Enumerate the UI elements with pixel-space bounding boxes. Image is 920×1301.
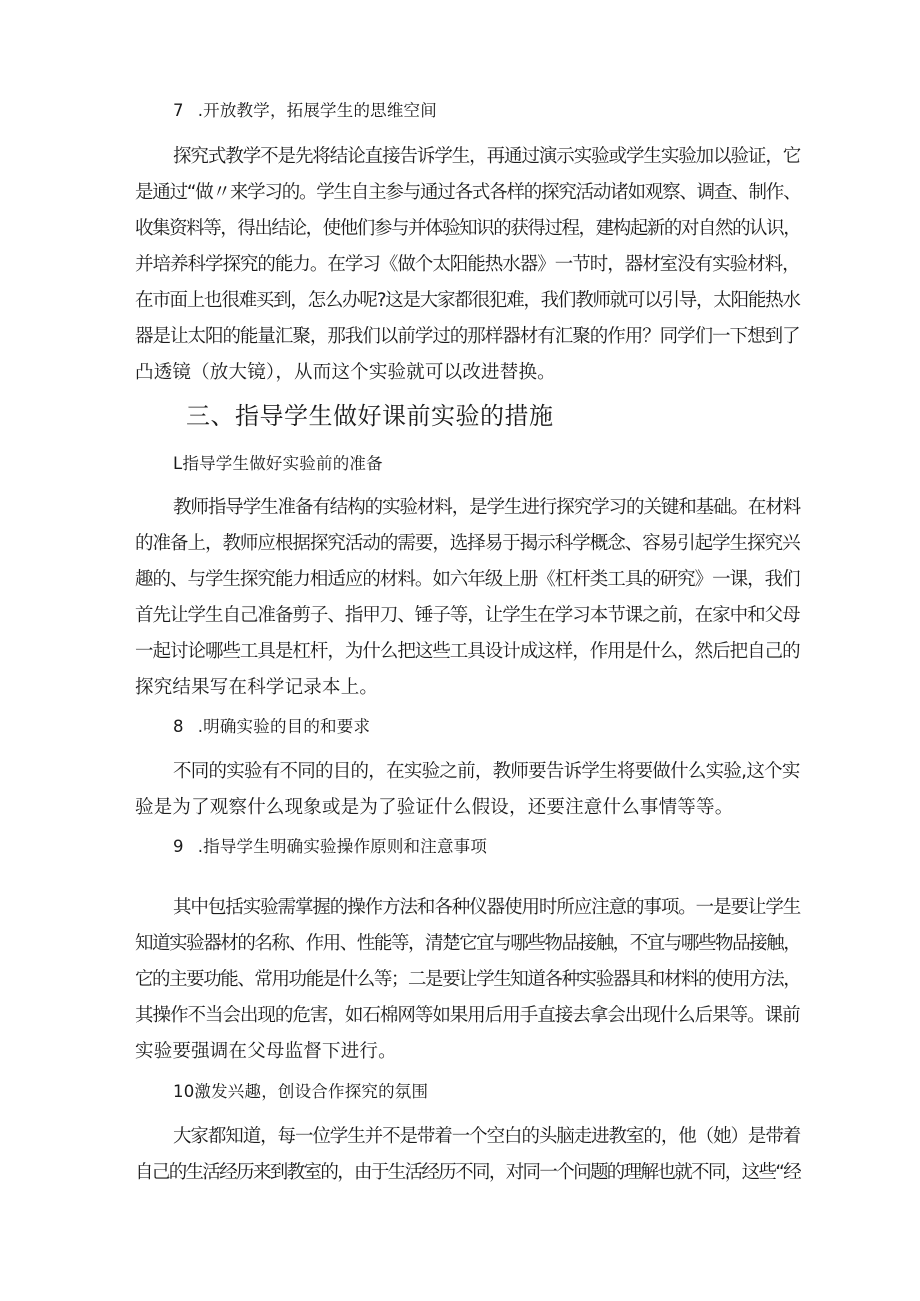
para1-line-3: 收集资料等，得出结论，使他们参与并体验知识的获得过程，建构起新的对自然的认识， — [135, 218, 801, 239]
para1-line-2: 是通过“做〃来学习的。学生自主参与通过各式各样的探究活动诸如观察、调查、制作、 — [135, 182, 801, 203]
para2-line-5: 一起讨论哪些工具是杠杆，为什么把这些工具设计成这样，作用是什么，然后把自己的 — [135, 641, 800, 662]
para4-line-2: 知道实验器材的名称、作用、性能等，清楚它宜与哪些物品接触，不宜与哪些物品接触， — [135, 933, 801, 954]
para1-line-1: 探究式教学不是先将结论直接告诉学生，再通过演示实验或学生实验加以验证，它 — [173, 146, 801, 167]
para1-line-4: 并培养科学探究的能力。在学习《做个太阳能热水器》一节时，器材室没有实验材料， — [135, 254, 800, 275]
item-9-heading — [173, 835, 487, 859]
item-7-number: 7 — [173, 101, 184, 120]
item-10-heading: 10激发兴趣，创设合作探究的氛围 — [173, 1082, 429, 1101]
para3-line-1: 不同的实验有不同的目的，在实验之前，教师要告诉学生将要做什么实验,这个实 — [173, 761, 800, 782]
section-3-title: 三、指导学生做好课前实验的措施 — [186, 402, 554, 430]
para1-line-6: 器是让太阳的能量汇聚，那我们以前学过的那样器材有汇聚的作用？同学们一下想到了 — [135, 326, 800, 347]
item-8-heading — [173, 715, 370, 739]
para2-line-2: 的准备上，教师应根据探究活动的需要，选择易于揭示科学概念、容易引起学生探究兴 — [135, 533, 800, 554]
para3-line-2: 验是为了观察什么现象或是为了验证什么假设，还要注意什么事情等等。 — [135, 797, 734, 818]
item-7-heading — [173, 99, 437, 123]
para2-line-6: 探究结果写在科学记录本上。 — [135, 677, 379, 698]
item-9-title: .指导学生明确实验操作原则和注意事项 — [197, 837, 488, 856]
para5-line-1: 大家都知道，每一位学生并不是带着一个空白的头脑走进教室的，他（她）是带着 — [173, 1126, 801, 1147]
para2-line-3: 趣的、与学生探究能力相适应的材料。如六年级上册《杠杆类工具的研究》一课，我们 — [135, 569, 800, 590]
item-8-number: 8 — [173, 717, 184, 736]
item-9-number: 9 — [173, 837, 184, 856]
item-8-title: .明确实验的目的和要求 — [197, 717, 371, 736]
para4-line-3: 它的主要功能、常用功能是什么等；二是要让学生知道各种实验器具和材料的使用方法， — [135, 969, 801, 990]
para2-line-1: 教师指导学生准备有结构的实验材料，是学生进行探究学习的关键和基础。在材料 — [173, 497, 801, 518]
para4-line-1: 其中包括实验需掌握的操作方法和各种仪器使用时所应注意的事项。一是要让学生 — [173, 897, 801, 918]
para1-line-5: 在市面上也很难买到，怎么办呢?这是大家都很犯难，我们教师就可以引导，太阳能热水 — [135, 290, 800, 311]
item-7-title: .开放教学，拓展学生的思维空间 — [197, 101, 437, 120]
para4-line-5: 实验要强调在父母监督下进行。 — [135, 1041, 397, 1062]
para1-line-7: 凸透镜（放大镜），从而这个实验就可以改进替换。 — [135, 362, 556, 383]
para5-line-2: 自己的生活经历来到教室的，由于生活经历不同，对同一个问题的理解也就不同，这些“经 — [135, 1162, 801, 1183]
para2-line-4: 首先让学生自己准备剪子、指甲刀、锤子等，让学生在学习本节课之前，在家中和父母 — [135, 605, 800, 626]
para4-line-4: 其操作不当会出现的危害，如石棉网等如果用后用手直接去拿会出现什么后果等。课前 — [135, 1005, 800, 1026]
item-1-heading: L指导学生做好实验前的准备 — [173, 454, 383, 473]
